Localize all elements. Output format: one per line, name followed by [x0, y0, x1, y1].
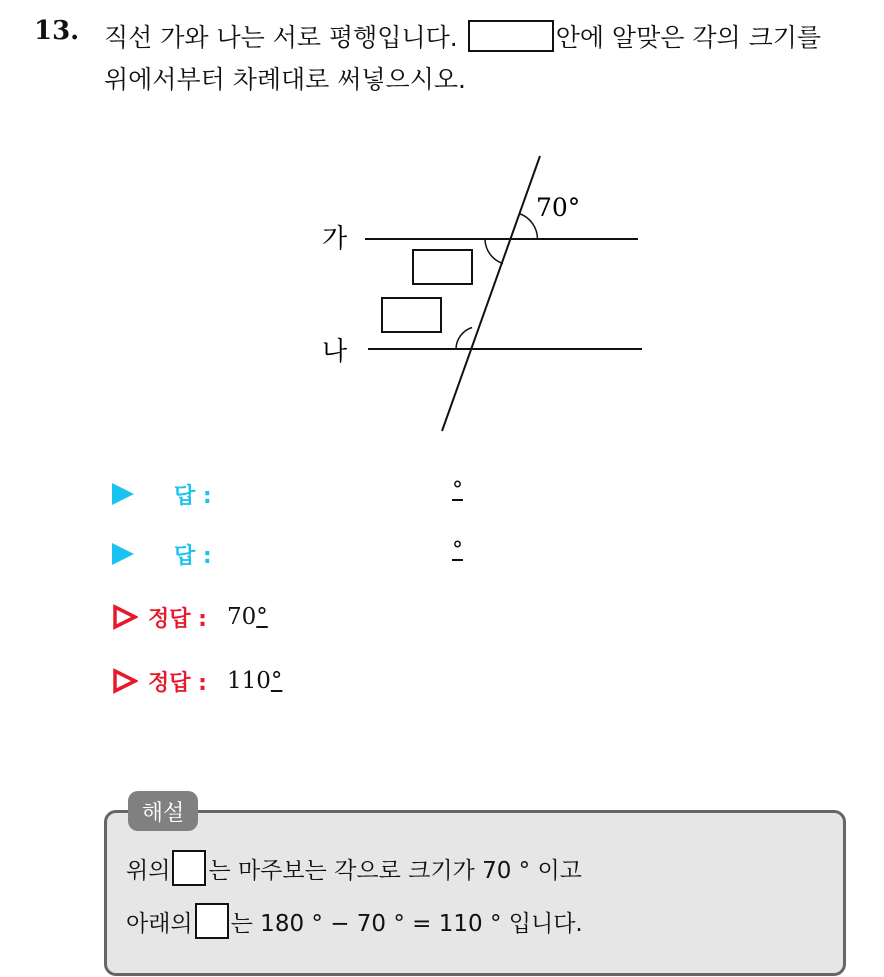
outline-triangle-icon	[112, 604, 138, 630]
explanation-line-1: 위의 는 마주보는 각으로 크기가 70 ° 이고	[126, 850, 582, 886]
question-text-part2: 안에 알맞은 각의 크기를	[555, 23, 822, 52]
parallel-lines-figure	[300, 150, 660, 440]
small-blank-box	[195, 903, 229, 939]
angle-arc-left-upper	[485, 239, 503, 264]
transversal-line	[442, 156, 540, 431]
outline-triangle-icon	[112, 668, 138, 694]
angle-blank-box-1	[413, 250, 472, 284]
question-number: 13.	[34, 16, 80, 46]
correct-answer-row-2	[112, 664, 282, 698]
correct-answer-row-1	[112, 600, 268, 634]
line-na-label: 나	[322, 337, 348, 367]
answer-row-1	[112, 478, 212, 510]
line-ga-label: 가	[322, 224, 348, 254]
answer-row-2	[112, 538, 212, 570]
answer-input-1[interactable]: °	[452, 478, 463, 503]
question-text-line2: 위에서부터 차례대로 써넣으시오.	[104, 65, 466, 94]
angle-arc-left-lower	[456, 328, 472, 350]
angle-70-label: 70°	[536, 193, 581, 222]
blank-box	[468, 20, 554, 52]
explanation-tag: 해설	[128, 791, 198, 831]
answer-label: 답 :	[174, 483, 212, 509]
filled-triangle-icon	[112, 543, 134, 565]
correct-label: 정답 :	[148, 670, 207, 696]
correct-label: 정답 :	[148, 606, 207, 632]
correct-value: 110°	[226, 668, 283, 694]
explanation-line-2: 아래의 는 180 ° − 70 ° = 110 ° 입니다.	[126, 903, 583, 939]
question-text-part1: 직선 가와 나는 서로 평행입니다.	[104, 23, 458, 52]
answer-input-2[interactable]: °	[452, 538, 463, 563]
explanation-box	[104, 810, 846, 976]
question-text-line1	[104, 18, 821, 54]
answer-label: 답 :	[174, 543, 212, 569]
filled-triangle-icon	[112, 483, 134, 505]
angle-blank-box-2	[382, 298, 441, 332]
angle-arc-top	[519, 214, 538, 240]
small-blank-box	[172, 850, 206, 886]
correct-value: 70°	[226, 604, 268, 630]
